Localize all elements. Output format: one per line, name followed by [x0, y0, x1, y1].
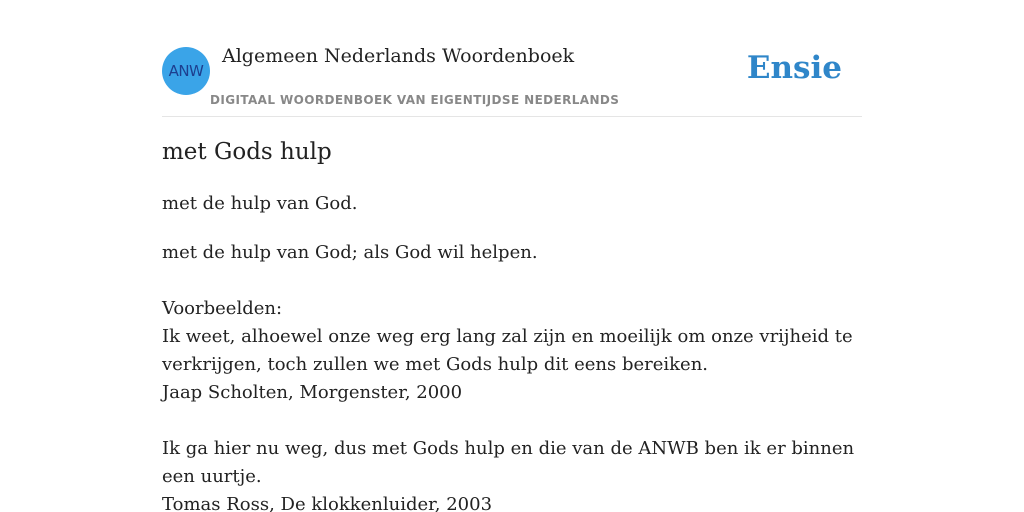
entry-title: met Gods hulp [162, 139, 332, 165]
short-definition: met de hulp van God. [162, 193, 358, 214]
spacer [162, 407, 862, 435]
content-container [162, 0, 862, 512]
definition-text: met de hulp van God; als God wil helpen. [162, 242, 538, 263]
source-title[interactable]: Algemeen Nederlands Woordenboek [222, 45, 575, 67]
example-text: Ik ga hier nu weg, dus met Gods hulp en die van de ANWB ben ik er binnen een uurtje. [162, 438, 855, 487]
definition-body [162, 239, 862, 512]
spacer [162, 267, 862, 295]
entry-header [162, 0, 862, 117]
anw-logo[interactable]: ANW [162, 47, 210, 95]
example-source: Tomas Ross, De klokkenluider, 2003 [162, 494, 493, 512]
example-text: Ik weet, alhoewel onze weg erg lang zal zijn en moeilijk om onze vrijheid te verkrijgen, toch zullen we met Gods hulp dit eens bereiken. [162, 326, 853, 375]
example-source: Jaap Scholten, Morgenster, 2000 [162, 382, 463, 403]
source-subtitle: DIGITAAL WOORDENBOEK VAN EIGENTIJDSE NEDERLANDS [210, 93, 620, 107]
examples-label: Voorbeelden: [162, 298, 283, 319]
ensie-brand-link[interactable]: Ensie [746, 50, 842, 86]
